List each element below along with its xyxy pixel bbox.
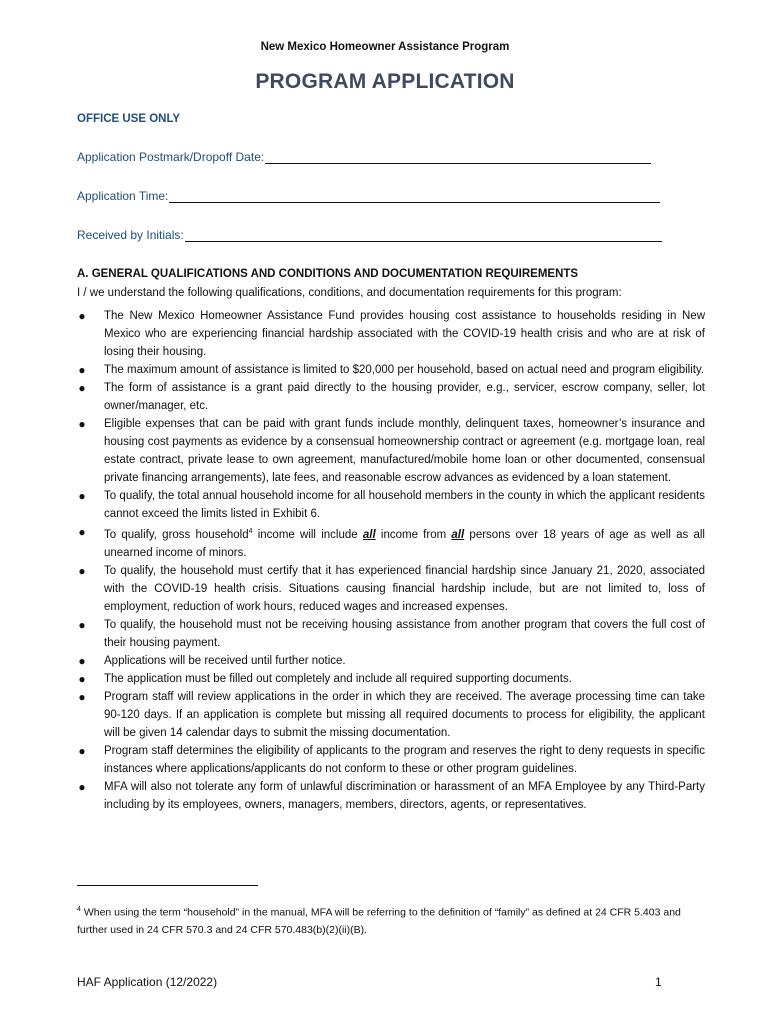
requirements-list [77, 307, 705, 814]
footnote-reference: 4 [248, 528, 253, 535]
bullet-icon: ● [78, 363, 86, 377]
bullet-icon: ● [78, 309, 86, 323]
list-item: ● Program staff will review applications in the order in which they are received. The average processing time can take 90-120 days. If an application is complete but missing all required documents to process for eligibility, the applicant will be given 14 calendar days to submit the missing documentation. [78, 689, 705, 739]
footnote-marker: 4 [77, 906, 81, 913]
list-item: ● To qualify, the total annual household income for all household members in the county in which the applicant residents cannot exceed the limits listed in Exhibit 6. [78, 489, 705, 520]
bullet-icon: ● [78, 381, 86, 395]
postmark-date-input[interactable] [265, 151, 651, 164]
application-time-input[interactable] [169, 190, 660, 203]
program-name: New Mexico Homeowner Assistance Program [260, 41, 510, 53]
received-initials-input[interactable] [185, 229, 662, 242]
list-item: ● To qualify, the household must certify that it has experienced financial hardship since January 21, 2020, associated with the COVID-19 health crisis. Situations causing financial hardship include, but are not limited to, loss of employment, reduction of work hours, reduced wages and increased expenses. [78, 563, 705, 613]
footnote-text: When using the term “household” in the manual, MFA will be referring to the definition of “family” as defined at 24 CFR 5.403 and further used in 24 CFR 570.3 and 24 CFR 570.483(b)(2)(ii)(B). [77, 906, 681, 936]
list-item: ● Eligible expenses that can be paid with grant funds include monthly, delinquent taxes, homeowner’s insurance and housing cost payments as evidence by a consensual homeownership contract or agreement (e.g. mortgage loan, real estate contract, private lease to own agreement, manufactured/mobile home loan or other documented, consensual private financing arrangements), late fees, and reasonable escrow advances as evidenced by a loan statement. [78, 417, 705, 484]
bullet-icon: ● [78, 417, 86, 431]
list-item: ● The application must be filled out completely and include all required supporting documents. [78, 671, 572, 686]
list-item: ● Applications will be received until further notice. [78, 653, 346, 668]
emphasis-all: all [451, 528, 465, 541]
received-initials-field[interactable] [77, 228, 662, 242]
list-item: ● To qualify, gross household$^4$ income will include all income from all persons over 18 years of age as well as all unearned income of minors. [78, 525, 705, 559]
list-item: ● MFA will also not tolerate any form of unlawful discrimination or harassment of an MFA Employee by any Third-Party including by its employees, owners, managers, members, directors, agents, or representatives. [78, 779, 705, 811]
bullet-icon: ● [78, 525, 86, 539]
postmark-date-field[interactable] [77, 150, 651, 164]
list-item: ● The maximum amount of assistance is limited to $20,000 per household, based on actual need and program eligibility. [78, 363, 705, 377]
received-initials-label: Received by Initials: [77, 228, 184, 242]
section-a-intro: I / we understand the following qualifications, conditions, and documentation requirements for this program: [77, 287, 622, 299]
page-number: 1 [655, 975, 662, 989]
list-item: ● The form of assistance is a grant paid directly to the housing provider, e.g., servicer, escrow company, seller, lot owner/manager, etc. [78, 381, 705, 412]
application-time-field[interactable] [77, 189, 660, 203]
postmark-date-label: Application Postmark/Dropoff Date: [77, 150, 265, 164]
bullet-icon: ● [78, 689, 86, 704]
bullet-icon: ● [78, 671, 86, 686]
office-use-label: OFFICE USE ONLY [77, 113, 181, 125]
emphasis-all: all [362, 528, 376, 541]
list-item: ● Program staff determines the eligibility of applicants to the program and reserves the right to deny requests in specific instances where applications/applicants do not conform to these or other program guidelines. [78, 743, 705, 775]
list-item: ● To qualify, the household must not be receiving housing assistance from another program that covers the full cost of their housing payment. [78, 617, 705, 649]
bullet-icon: ● [78, 563, 86, 578]
footer-form-id: HAF Application (12/2022) [77, 975, 218, 989]
bullet-icon: ● [78, 743, 86, 758]
section-a-heading: A. GENERAL QUALIFICATIONS AND CONDITIONS AND DOCUMENTATION REQUIREMENTS [77, 268, 579, 280]
bullet-icon: ● [78, 489, 86, 503]
list-item: ● The New Mexico Homeowner Assistance Fund provides housing cost assistance to households residing in New Mexico who are experiencing financial hardship associated with the COVID-19 health crisis and who are at risk of losing their housing. [78, 309, 705, 358]
bullet-icon: ● [78, 779, 86, 794]
bullet-icon: ● [78, 617, 86, 632]
page-title: PROGRAM APPLICATION [255, 70, 515, 93]
application-time-label: Application Time: [77, 189, 169, 203]
footnote [77, 901, 707, 939]
footnote-divider [77, 885, 258, 886]
bullet-icon: ● [78, 653, 86, 668]
